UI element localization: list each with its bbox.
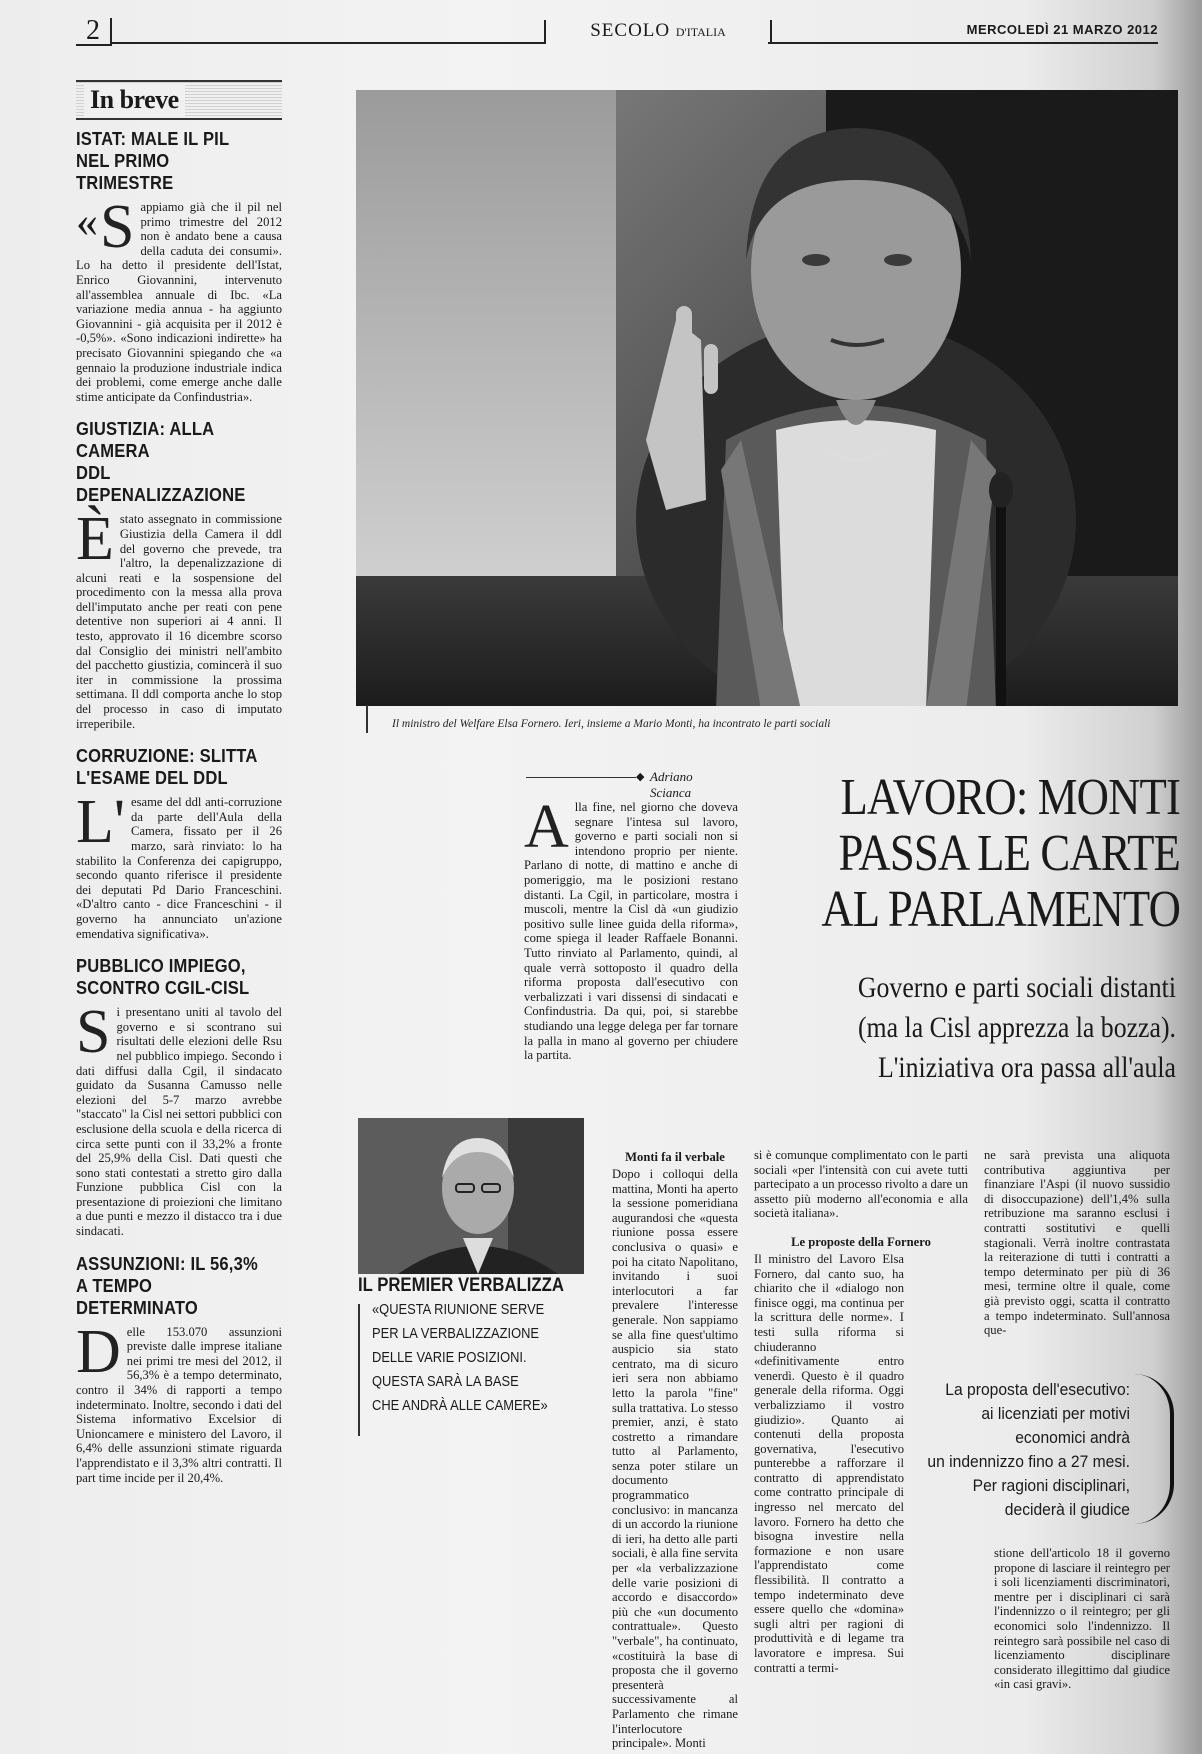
photo-caption: Il ministro del Welfare Elsa Fornero. Ieri, insieme a Mario Monti, ha incontrato le parti sociali <box>392 718 831 730</box>
header-rule-left <box>110 42 544 44</box>
subhead-line: (ma la Cisl apprezza la bozza). <box>857 1011 1176 1044</box>
subhead-line: Governo e parti sociali distanti <box>857 971 1176 1004</box>
pull-quote <box>358 1274 588 1418</box>
article-column-3 <box>984 1148 1170 1338</box>
headline-line: LAVORO: MONTI <box>840 769 1180 826</box>
header-rule-right <box>768 42 1158 44</box>
pull-quote-title: IL PREMIER VERBALIZZA <box>358 1275 564 1296</box>
brief-body: Èstato assegnato in commissione Giustizia della Camera il ddl del governo che prevede, tra l'altro, la depenalizzazione di alcuni reati e la sospensione del procedimento con la messa alla prova dell'imputato anche per reati con pene detentive non superiori ai 4 anni. Il testo, approvato il 16 dicembre scorso dal Consiglio dei ministri nell'ambito del pacchetto giustizia, comincerà il suo iter in commissione la prossima settimana. Il ddl comporta anche lo stop del processo in caso di imputato irreperibile. <box>76 505 282 731</box>
article-column-1b <box>612 1148 738 1751</box>
brief-body: « S appiamo già che il pil nel primo trimestre del 2012 non è andato bene a causa della caduta dei consumi». Lo ha detto il presidente dell'Istat, Enrico Giovannini, intervenuto all'assemblea annuale di Ibc. «La variazione media annua - ha aggiunto Giovannini - già acquisita per il 2012 è -0,5%». «Sono indicazioni indirette» ha precisato Giovannini spiegando che «a gennaio la produzione industriale indica dei problemi, come emerge anche dalle stime anticipate da Confindustria». <box>76 193 282 404</box>
author-name: Adriano Scianca <box>650 769 693 800</box>
brief-title: CORRUZIONE: SLITTA L'ESAME DEL DDL <box>76 746 258 789</box>
article-headline <box>819 770 1180 938</box>
brief-istat <box>76 128 282 404</box>
page-header <box>76 15 1158 46</box>
headline-line: PASSA LE CARTE <box>838 825 1180 882</box>
callout-line: Per ragioni disciplinari, <box>972 1476 1130 1495</box>
callout-line: La proposta dell'esecutivo: <box>945 1380 1130 1399</box>
brief-title: GIUSTIZIA: ALLA CAMERA DDL DEPENALIZZAZIONE <box>76 419 246 506</box>
article-subheading: Le proposte della Fornero <box>791 1234 931 1249</box>
article-paragraph: ne sarà prevista una aliquota contributiva aggiuntiva per finanziare l'Aspi (il nuovo sussidio di disoccupazione) dell'1,4% sulla retribuzione ma saranno esclusi i contratti sostitutivi e quelli stagionali. Verrà inoltre contrastata la reiterazione di tutti i contratti a tempo determinato per più di 36 mesi, termine oltre il quale, come già previsto oggi, scatta il contratto a tempo indeterminato. Sull'annosa que- <box>984 1148 1170 1338</box>
pull-quote-body <box>358 1298 588 1418</box>
page-number: 2 <box>76 18 112 46</box>
caption-rule <box>366 705 368 733</box>
subhead-line: L'iniziativa ora passa all'aula <box>878 1051 1176 1084</box>
brief-title: ISTAT: MALE IL PIL NEL PRIMO TRIMESTRE <box>76 129 230 193</box>
diamond-icon: ◆ <box>636 771 645 783</box>
callout-bracket <box>1130 1374 1174 1524</box>
man-portrait-icon <box>358 1118 584 1274</box>
article-paragraph: si è comunque complimentato con le parti sociali «per l'intensità con cui avete tutti partecipato a un processo rivolto a dare un assetto più moderno all'economia e alla società italiana». <box>754 1148 968 1221</box>
main-photo <box>356 90 1178 706</box>
pull-quote-line: QUESTA SARÀ LA BASE <box>372 1373 519 1390</box>
callout-box <box>900 1378 1130 1522</box>
article-paragraph: stione dell'articolo 18 il governo propone di lasciare il reintegro per i soli licenziamenti discriminatori, mentre per i disciplinari ci sarà l'indennizzo o il reintegro; per gli economici solo l'indennizzo. Il reintegro sarà possibile nel caso di licenziamento disciplinare considerato illegittimo dal giudice «in casi gravi». <box>994 1546 1170 1692</box>
pull-quote-line: DELLE VARIE POSIZIONI. <box>372 1349 527 1366</box>
in-breve-banner <box>76 80 282 120</box>
article-column-3b <box>994 1546 1170 1692</box>
masthead-title: SECOLO <box>590 20 671 41</box>
issue-date: MERCOLEDÌ 21 MARZO 2012 <box>966 22 1158 37</box>
brief-assunzioni <box>76 1253 282 1486</box>
briefs-column <box>76 80 282 1485</box>
woman-portrait-icon <box>526 110 1166 706</box>
brief-title: PUBBLICO IMPIEGO, SCONTRO CGIL-CISL <box>76 956 250 999</box>
pull-quote-line: PER LA VERBALIZZAZIONE <box>372 1325 540 1342</box>
headline-line: AL PARLAMENTO <box>821 881 1180 938</box>
brief-pubblico-impiego <box>76 955 282 1239</box>
article-subheading: Monti fa il verbale <box>625 1150 725 1164</box>
in-breve-title: In breve <box>84 84 185 116</box>
callout-line: economici andrà <box>1015 1428 1130 1447</box>
brief-body: Si presentano uniti al tavolo del governo e si scontrano sui risultati delle elezioni delle Rsu nel pubblico impiego. Secondo i dati diffusi dalla Cgil, il sindacato guidato da Susanna Camusso nelle elezioni del 5-7 marzo avrebbe "staccato" la Cisl nei settori pubblici con esclusione della scuola e della ricerca di circa sette punti con il 33,2% a fronte del 25,9% della Cisl. Dati questi che sono stati contestati a stretto giro dalla Funzione pubblica Cisl con la presentazione di proiezioni che limitano a due punti e mezzo il distacco tra i due sindacati. <box>76 998 282 1239</box>
masthead-subtitle: D'ITALIA <box>675 25 726 39</box>
byline <box>526 768 722 800</box>
article-subhead <box>801 968 1176 1088</box>
article-paragraph: Alla fine, nel giorno che doveva segnare l'intesa sul lavoro, governo e parti sociali non si intendono proprio per niente. Parlano di notte, di mattino e anche di pomeriggio, ma le posizioni restano distanti. La Cgil, in particolare, mostra i muscoli, mentre la Cisl dà «un giudizio positivo sulle linee guida della riforma», come spiega il leader Raffaele Bonanni. Tutto rinviato al Parlamento, quindi, al quale verrà sottoposto il quadro della riforma proposta dall'esecutivo con verbalizzati i vari dissensi di sindacati e Confindustria. Da qui, poi, si starebbe studiando una legge delega per far tornare la palla in mano al governo per chiudere la partita. <box>524 793 738 1063</box>
brief-corruzione <box>76 745 282 941</box>
callout-line: ai licenziati per motivi <box>981 1404 1130 1423</box>
masthead <box>544 20 772 44</box>
brief-giustizia <box>76 418 282 731</box>
byline-rule <box>526 777 636 778</box>
pull-quote-bar <box>358 1304 360 1436</box>
pull-quote-line: «QUESTA RIUNIONE SERVE <box>372 1301 545 1318</box>
article-column-1 <box>524 793 738 1063</box>
article-paragraph: Dopo i colloqui della mattina, Monti ha aperto la sessione pomeridiana augurandosi che «questa riunione possa essere conclusiva o quasi» e poi ha citato Napolitano, invitando i suoi interlocutori a far prevalere l'interesse generale. Non sappiamo se alla fine quest'ultimo auspicio sia stato centrato, ma di sicuro ieri sera non abbiamo letto la parola "fine" sulla trattativa. Lo stesso premier, anzi, è stato costretto a rimandare tutto al Parlamento, senza poter stilare un documento programmatico conclusivo: in mancanza di un accordo la riunione di ieri, ha detto alle parti sociali, è alla fine servita per «la verbalizzazione delle varie posizioni di accordo e disaccordo» più che «un documento contrattuale». Questo "verbale", ha continuato, «costituirà la base di proposta che il governo presenterà successivamente al Parlamento che rimane l'interlocutore principale». Monti <box>612 1167 738 1751</box>
article-paragraph: Il ministro del Lavoro Elsa Fornero, dal canto suo, ha chiarito che il «dialogo non finisce oggi, ma continua per la scrittura delle norme». I testi sulla riforma si chiuderanno «definitivamente entro venerdì. Questo è il quadro generale della riforma. Oggi verbalizziamo il vostro giudizio». Quanto ai contenuti della proposta governativa, l'esecutivo punterebbe a rafforzare il contratto di apprendistato come contratto principale di ingresso nel mercato del lavoro. Fornero ha detto che bisogna investire nella formazione e non usare l'apprendistato come flessibilità. Il contratto a tempo indeterminato deve essere quello che «domina» sugli altri per ragioni di produttività e di legame tra lavoratore e impresa. Sui contratti a termi- <box>754 1251 904 1675</box>
monti-photo <box>358 1118 584 1274</box>
pull-quote-line: CHE ANDRÀ ALLE CAMERE» <box>372 1397 548 1414</box>
callout-line: deciderà il giudice <box>1004 1500 1130 1519</box>
callout-line: un indennizzo fino a 27 mesi. <box>927 1452 1130 1471</box>
brief-title: ASSUNZIONI: IL 56,3% A TEMPO DETERMINATO <box>76 1253 258 1318</box>
brief-body: Delle 153.070 assunzioni previste dalle imprese italiane nei primi tre mesi del 2012, il 56,3% è a tempo determinato, contro il 34% di rapporti a tempo indeterminato. Inoltre, secondo i dati del Sistema informativo Excelsior di Unioncamere e ministero del Lavoro, il 6,4% delle assunzioni stimate riguarda l'apprendistato e il 3,3% altri contratti. Il part time incide per il 20,4%. <box>76 1317 282 1485</box>
brief-body: L' esame del ddl anti-corruzione da parte dell'Aula della Camera, fissato per il 26 marzo, sarà rinviato: lo ha stabilito la Conferenza dei capigruppo, secondo quanto riferisce il presidente dei deputati Pd Dario Franceschini. «D'altro canto - dice Franceschini - il governo ha annunciato un'azione emendativa significativa». <box>76 788 282 941</box>
